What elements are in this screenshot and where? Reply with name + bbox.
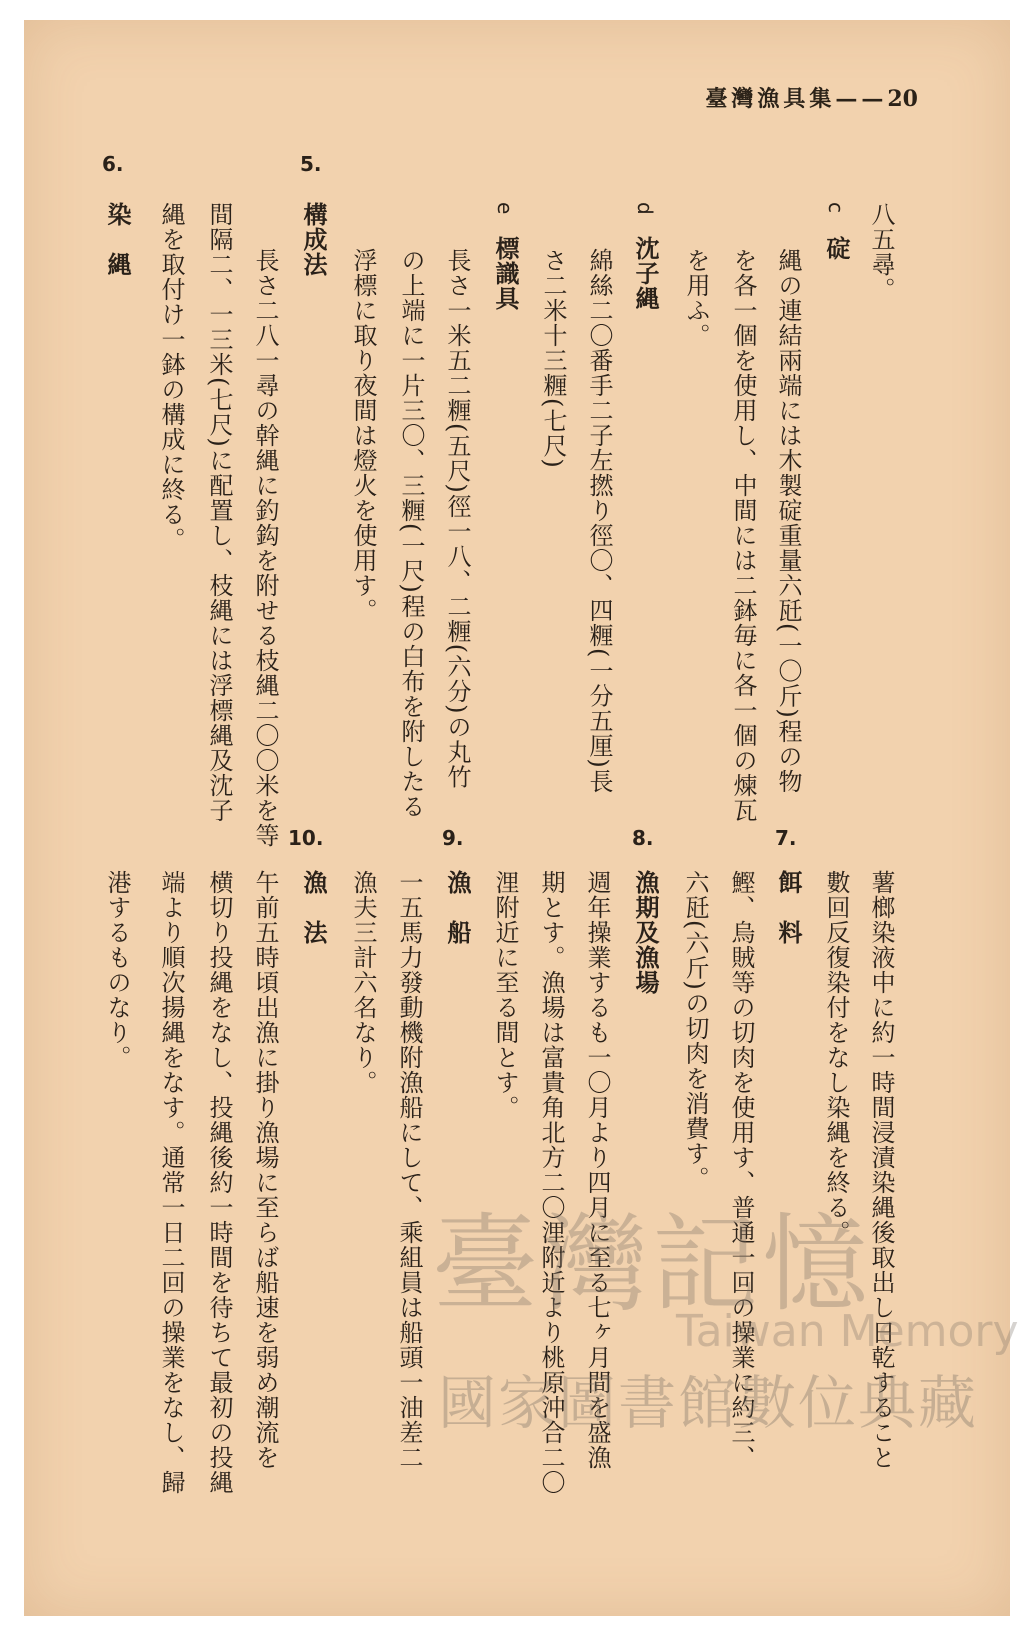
- text-column: 數回反復染付をなし染縄を終る。: [822, 870, 850, 1245]
- text-column: の上端に一片三〇、三糎(一尺)程の白布を附したる: [397, 248, 425, 819]
- section-heading: 染 縄: [103, 202, 132, 277]
- watermark-english: Taiwan Memory: [676, 1306, 1019, 1357]
- header-dash: ——: [835, 86, 888, 112]
- section-heading: 漁期及漁場: [631, 870, 660, 995]
- watermark-library-name: 國家圖書館數位典藏: [438, 1369, 979, 1437]
- text-column: 縄の連結兩端には木製碇重量六瓩(一〇斤)程の物: [774, 248, 802, 794]
- section-heading: 構成法: [299, 202, 328, 277]
- text-column: 浮標に取り夜間は燈火を使用す。: [349, 248, 377, 623]
- text-column: 期とす。漁場は富貴角北方二〇浬附近より桃原沖合二〇: [537, 870, 565, 1495]
- text-column: 午前五時頃出漁に掛り漁場に至らば船速を弱め潮流を: [251, 870, 279, 1470]
- text-column: 漁夫三計六名なり。: [349, 870, 377, 1095]
- text-column: 一五馬力發動機附漁船にして、乘組員は船頭一油差二: [395, 870, 423, 1470]
- text-column: 浬附近に至る間とす。: [491, 870, 519, 1120]
- section-number-7: 7.: [775, 826, 797, 850]
- text-column: 週年操業するも一〇月より四月に至る七ヶ月間を盛漁: [583, 870, 611, 1470]
- header-title: 臺灣漁具集: [705, 86, 836, 112]
- text-column: 間隔二、一三米(七尺)に配置し、枝縄には浮標縄及沈子: [205, 202, 233, 823]
- section-heading: 漁 船: [443, 870, 472, 945]
- text-column: 長さ一米五二糎(五尺)徑一八、二糎(六分)の丸竹: [443, 248, 471, 790]
- subsection-heading: 標識具: [491, 236, 520, 311]
- watermark-logo: 臺灣記憶: [432, 1203, 872, 1326]
- text-column: 六瓩(六斤)の切肉を消費す。: [681, 870, 709, 1191]
- text-column: 綿絲二〇番手二子左撚り徑〇、四糎(一分五厘)長: [585, 248, 613, 794]
- text-column: 鰹、烏賊等の切肉を使用す、普通一回の操業に約三、: [727, 870, 755, 1470]
- text-column: 端より順次揚縄をなす。通常一日二回の操業をなし、歸: [157, 870, 185, 1495]
- subsection-marker-d: d: [633, 202, 657, 216]
- section-number-8: 8.: [632, 826, 654, 850]
- section-number-5: 5.: [300, 152, 322, 176]
- section-number-6: 6.: [102, 152, 124, 176]
- section-number-10: 10.: [288, 826, 324, 850]
- subsection-marker-c: c: [824, 202, 848, 214]
- section-heading: 漁 法: [299, 870, 328, 945]
- section-number-9: 9.: [442, 826, 464, 850]
- text-column: 長さ二八一尋の幹縄に釣鈎を附せる枝縄二〇〇米を等: [251, 248, 279, 848]
- text-column: を各一個を使用し、中間には二鉢毎に各一個の煉瓦: [729, 248, 757, 823]
- subsection-marker-e: e: [493, 202, 517, 216]
- text-column: を用ふ。: [682, 248, 710, 348]
- running-header: [705, 82, 918, 113]
- text-column: さ二米十三糎(七尺): [539, 248, 567, 469]
- text-column: 縄を取付け一鉢の構成に終る。: [157, 202, 185, 552]
- subsection-heading: 沈子縄: [631, 236, 660, 311]
- text-column: 薯榔染液中に約一時間浸漬染縄後取出し日乾すること: [867, 870, 895, 1470]
- page-number: 20: [887, 86, 918, 112]
- text-column: 八五尋。: [867, 202, 895, 302]
- subsection-heading: 碇: [822, 236, 851, 261]
- text-column: 港するものなり。: [103, 870, 131, 1070]
- section-heading: 餌 料: [774, 870, 803, 945]
- text-column: 横切り投縄をなし、投縄後約一時間を待ちて最初の投縄: [205, 870, 233, 1495]
